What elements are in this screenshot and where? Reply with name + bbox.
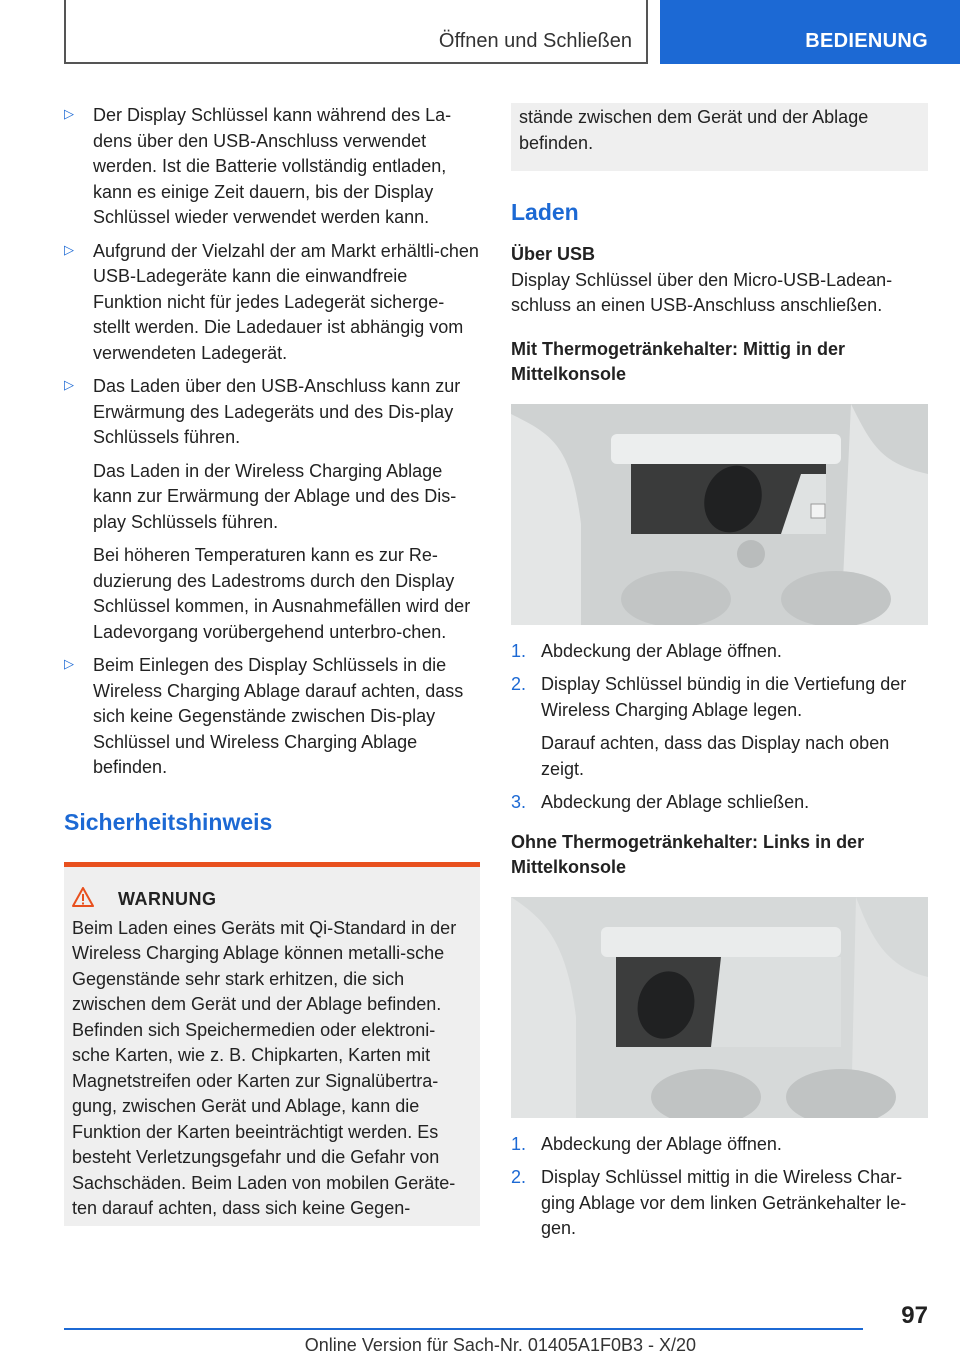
bullet-text: Der Display Schlüssel kann während des La-dens über den USB-Anschluss verwendet werden. Ist die Batterie vollständig entladen, kann es einige Zeit dauern, bis der Display Schlüssel wieder verwendet werden kann. — [93, 105, 452, 227]
step-text: Abdeckung der Ablage öffnen. — [541, 640, 782, 661]
warning-label: WARNUNG — [118, 888, 217, 909]
step-text: Display Schlüssel mittig in die Wireless Char-ging Ablage vor dem linken Getränkehalter le-gen. — [541, 1167, 907, 1238]
thermo-step — [511, 639, 928, 665]
right-column — [511, 103, 928, 1250]
usb-text: Display Schlüssel über den Micro-USB-Ladean-schluss an einen USB-Anschluss anschließen. — [511, 269, 893, 315]
bullet-text: Das Laden über den USB-Anschluss kann zur Erwärmung des Ladegeräts und des Dis-play Schlüssels führen. — [93, 376, 461, 447]
bullet-item — [64, 103, 480, 231]
warning-text: Beim Laden eines Geräts mit Qi-Standard in der Wireless Charging Ablage können metalli-sche Gegenstände sehr stark erhitzen, die sich zwischen dem Gerät und der Ablage befinden. Befinden sich Speichermedien oder elektroni-sche Karten, wie z. B. Chipkarten, Karten mit Magnetstreifen oder Karten zur Signalübertra-gung, zwischen Gerät und Ablage, kann die Funktion der Karten beeinträchtigt werden. Es besteht Verletzungsgefahr und die Gefahr von Sachschäden. Beim Laden von mobilen Geräte-ten darauf achten, dass sich keine Gegen- — [72, 917, 457, 1218]
bullet-text: Bei höheren Temperaturen kann es zur Re-duzierung des Ladestroms durch den Display Schlüssel kommen, in Ausnahmefällen wird der Ladevorgang vorübergehend unterbro-chen. — [93, 545, 471, 642]
console-photo-no-thermo — [511, 897, 928, 1118]
step-text: Display Schlüssel bündig in die Vertiefung der Wireless Charging Ablage legen. — [541, 674, 907, 720]
triangle-bullet-icon: ▷ — [64, 377, 74, 392]
safety-heading: Sicherheitshinweis — [64, 808, 273, 835]
chapter-title: Öffnen und Schließen — [438, 30, 632, 52]
no-thermo-step — [511, 1132, 928, 1158]
warning-box-continued — [511, 103, 928, 171]
step-number: 1. — [511, 640, 527, 661]
step-text: Darauf achten, dass das Display nach oben zeigt. — [541, 733, 890, 779]
triangle-bullet-icon: ▷ — [64, 106, 74, 121]
bullet-item — [64, 239, 480, 367]
step-number: 1. — [511, 1133, 527, 1154]
step-text: Abdeckung der Ablage schließen. — [541, 792, 810, 812]
online-version-text: Online Version für Sach-Nr. 01405A1F0B3 - X/20 — [304, 1335, 696, 1355]
warning-triangle-icon — [72, 887, 118, 912]
triangle-bullet-icon: ▷ — [64, 656, 74, 671]
step-number: 2. — [511, 1167, 527, 1187]
step-number: 2. — [511, 674, 527, 694]
left-column — [64, 103, 480, 1226]
thermo-step — [511, 790, 928, 816]
header-section-tab — [660, 0, 960, 64]
bullet-item — [64, 374, 480, 645]
warning-box — [64, 862, 480, 1226]
bullet-text: Beim Einlegen des Display Schlüssels in die Wireless Charging Ablage darauf achten, dass sich keine Gegenstände zwischen Dis-play Schlüssel und Wireless Charging Ablage befinden. — [93, 655, 464, 777]
triangle-bullet-icon: ▷ — [64, 241, 74, 257]
bullet-text: Das Laden in der Wireless Charging Ablage kann zur Erwärmung der Ablage und des Dis-play Schlüssels führen. — [93, 460, 457, 532]
usb-heading: Über USB — [511, 244, 596, 264]
bullet-item — [64, 653, 480, 781]
section-label: BEDIENUNG — [805, 30, 928, 52]
step-number: 3. — [511, 792, 527, 812]
warning-text-continued: stände zwischen dem Gerät und der Ablage befinden. — [519, 107, 869, 153]
thermo-step — [511, 672, 928, 782]
thermo-heading: Mit Thermogetränkehalter: Mittig in der Mittelkonsole — [511, 338, 846, 384]
no-thermo-heading: Ohne Thermogetränkehalter: Links in der Mittelkonsole — [511, 831, 865, 877]
no-thermo-step — [511, 1165, 928, 1242]
console-photo-thermo — [511, 404, 928, 625]
page-number: 97 — [901, 1302, 928, 1329]
bullet-text: Aufgrund der Vielzahl der am Markt erhältli-chen USB-Ladegeräte kann die einwandfreie Funktion nicht für jedes Ladegerät sicherge-stellt werden. Die Ladedauer ist abhängig vom verwendeten Ladegerät. — [93, 240, 479, 363]
step-text: Abdeckung der Ablage öffnen. — [541, 1133, 782, 1154]
footer-divider — [64, 1328, 863, 1330]
laden-heading: Laden — [511, 199, 579, 225]
header-chapter-box — [64, 0, 648, 64]
